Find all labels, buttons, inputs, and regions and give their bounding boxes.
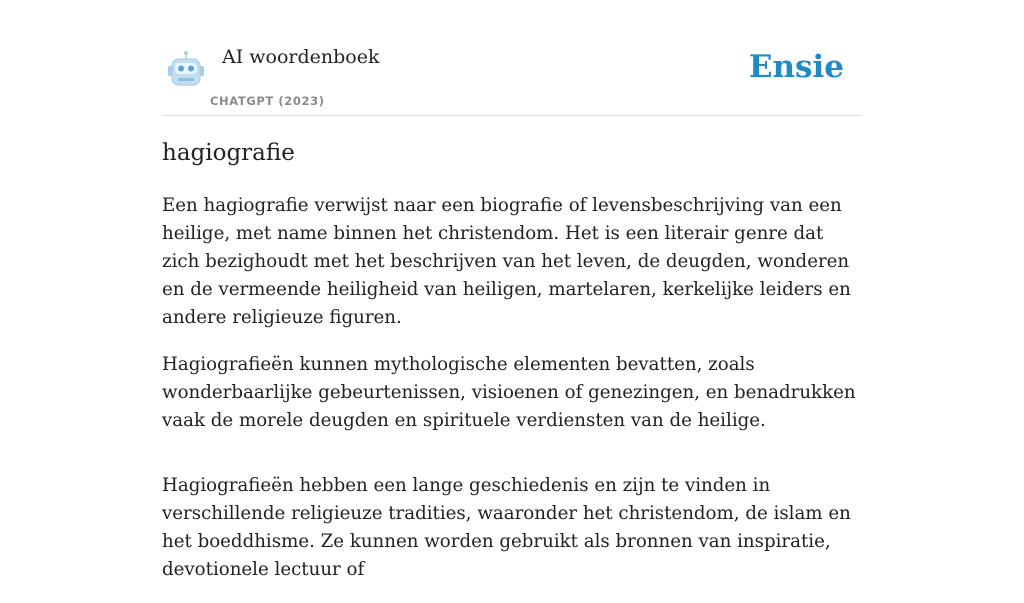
entry-definition [162,192,862,603]
entry-term: hagiografie [162,140,295,166]
robot-icon [166,50,206,90]
source-header [162,0,862,116]
ensie-logo[interactable]: Ensie [748,49,844,85]
source-title[interactable]: AI woordenboek [222,46,380,68]
source-subtitle: CHATGPT (2023) [210,94,325,108]
definition-paragraph: Een hagiografie verwijst naar een biografie of levensbeschrijving van een heilige, met name binnen het christendom. Het is een literair genre dat zich bezighoudt met het beschrijven van het leven, de deugden, wonderen en de vermeende heiligheid van heiligen, martelaren, kerkelijke leiders en andere religieuze figuren. [162,195,851,328]
definition-paragraph: Hagiografieën hebben een lange geschiedenis en zijn te vinden in verschillende religieuze tradities, waaronder het christendom, de islam en het boeddhisme. Ze kunnen worden gebruikt als bronnen van inspiratie, devotionele lectuur of [162,475,851,580]
definition-paragraph: Hagiografieën kunnen mythologische elementen bevatten, zoals wonderbaarlijke gebeurtenissen, visioenen of genezingen, en benadrukken vaak de morele deugden en spirituele verdiensten van de heilige. [162,354,856,431]
